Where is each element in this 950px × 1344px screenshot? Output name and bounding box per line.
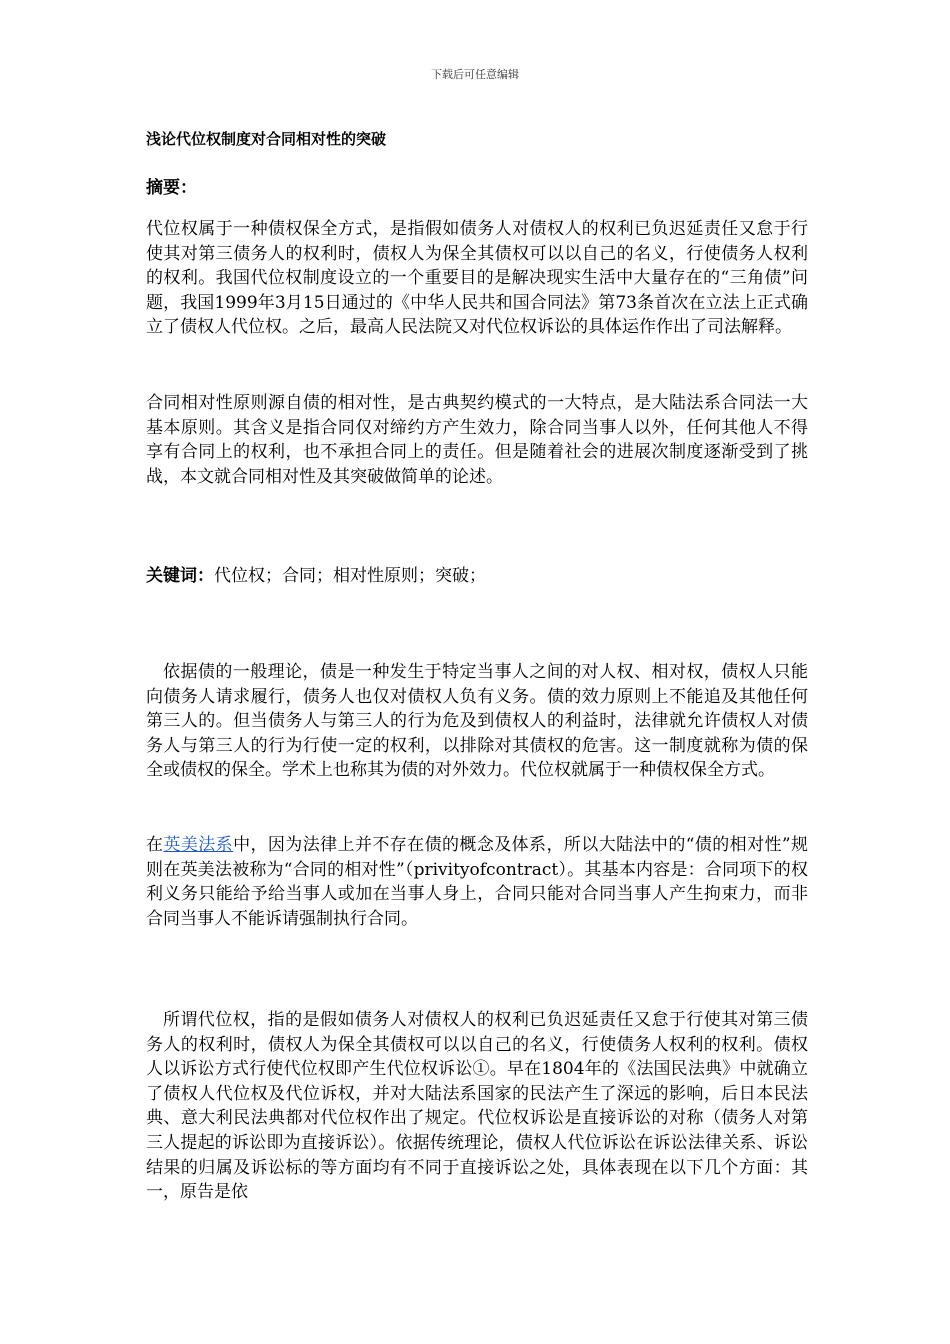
document-title: 浅论代位权制度对合同相对性的突破 (146, 130, 387, 148)
body-paragraph-2-rest: 中，因为法律上并不存在债的概念及体系，所以大陆法中的“债的相对性”规则在英美法被称为“合同的相对性”（privityofcontract）。其基本内容是：合同项下的权利义务只能给予给当事人或加在当事人身上，合同只能对合同当事人产生拘束力，而非合同当事人不能诉请强制执行合同。 (146, 835, 809, 929)
keywords-text: 代位权；合同；相对性原则；突破； (214, 566, 486, 586)
abstract-paragraph-2: 合同相对性原则源自债的相对性，是古典契约模式的一大特点，是大陆法系合同法一大基本原则。其含义是指合同仅对缔约方产生效力，除合同当事人以外，任何其他人不得享有合同上的权利，也不承担合同上的责任。但是随着社会的进展次制度逐渐受到了挑战，本文就合同相对性及其突破做简单的论述。 (146, 393, 808, 487)
keywords-line (146, 561, 486, 586)
body-paragraph-1: 依据债的一般理论，债是一种发生于特定当事人之间的对人权、相对权，债权人只能向债务人请求履行，债务人也仅对债权人负有义务。债的效力原则上不能追及其他任何第三人的。但当债务人与第三人的行为危及到债权人的利益时，法律就允许债权人对债务人与第三人的行为行使一定的权利，以排除对其债权的危害。这一制度就称为债的保全或债权的保全。学术上也称其为债的对外效力。代位权就属于一种债权保全方式。 (146, 662, 808, 781)
body-paragraph-2 (146, 833, 808, 931)
abstract-paragraph-1: 代位权属于一种债权保全方式，是指假如债务人对债权人的权利已负迟延责任又怠于行使其对第三债务人的权利时，债权人为保全其债权可以以自己的名义，行使债务人权利的权利。我国代位权制度设立的一个重要目的是解决现实生活中大量存在的“三角债”问题，我国1999年3月15日通过的《中华人民共和国合同法》第73条首次在立法上正式确立了债权人代位权。之后，最高人民法院又对代位权诉讼的具体运作作出了司法解释。 (146, 219, 808, 338)
body-paragraph-3: 所谓代位权，指的是假如债务人对债权人的权利已负迟延责任又怠于行使其对第三债务人的权利时，债权人为保全其债权可以以自己的名义，行使债务人权利的权利。债权人以诉讼方式行使代位权即产生代位权诉讼①。早在1804年的《法国民法典》中就确立了债权人代位权及代位诉权，并对大陆法系国家的民法产生了深远的影响，后日本民法典、意大利民法典都对代位权作出了规定。代位权诉讼是直接诉讼的对称（债务人对第三人提起的诉讼即为直接诉讼）。依据传统理论，债权人代位诉讼在诉讼法律关系、诉讼结果的归属及诉讼标的等方面均有不同于直接诉讼之处，具体表现在以下几个方面：其一，原告是依 (146, 1010, 808, 1203)
abstract-heading: 摘要： (146, 178, 197, 198)
keywords-label: 关键词： (146, 566, 214, 586)
common-law-link[interactable]: 英美法系 (163, 835, 234, 855)
header-note: 下载后可任意编辑 (431, 68, 519, 81)
body-paragraph-2-prefix: 在 (146, 835, 164, 855)
